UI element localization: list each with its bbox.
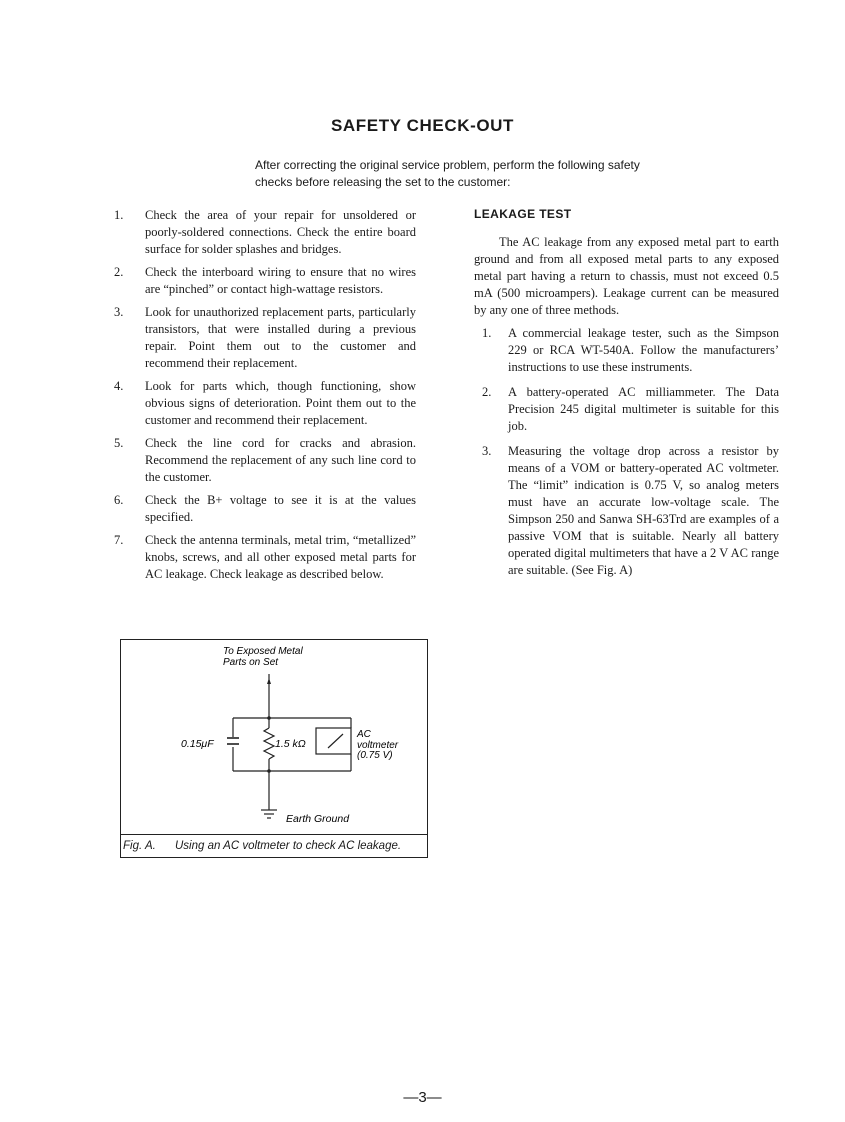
label-parts-on-set: Parts on Set xyxy=(223,657,279,668)
leakage-method-list xyxy=(474,325,779,579)
label-exposed-metal: To Exposed Metal xyxy=(223,646,303,657)
earth-ground-label: Earth Ground xyxy=(286,813,350,825)
meter-label-voltmeter: voltmeter xyxy=(357,740,399,751)
figure-caption-label: Fig. A. xyxy=(123,840,156,852)
safety-check-item xyxy=(114,532,416,583)
item-number: 1. xyxy=(114,208,124,222)
item-text: A battery-operated AC milliammeter. The Data Precision 245 digital multimeter is suitable for this job. xyxy=(508,385,779,433)
leakage-test-column xyxy=(474,207,779,587)
meter-label-limit: (0.75 V) xyxy=(357,750,393,761)
leakage-test-paragraph: The AC leakage from any exposed metal part to earth ground and from all exposed metal parts to any exposed metal part having a return to chassis, must not exceed 0.5 mA (500 microampers). Leakage current can be measured by any one of three methods. xyxy=(474,235,779,317)
item-text: Check the antenna terminals, metal trim, “metallized” knobs, screws, and all other exposed metal parts for AC leakage. Check leakage as described below. xyxy=(145,533,416,581)
resistor-label: 1.5 kΩ xyxy=(275,738,306,750)
leakage-method-item xyxy=(474,325,779,376)
leakage-circuit-diagram xyxy=(121,640,427,834)
figure-caption xyxy=(121,834,427,857)
item-text: Measuring the voltage drop across a resistor by means of a VOM or battery-operated AC voltmeter. The “limit” indication is 0.75 V, so analog meters must have an accurate low-voltage scale. The Simpson 250 and Sanwa SH-63Trd are examples of a passive VOM that is suitable. Nearly all battery operated digital multimeters that have a 2 V AC range are suitable. (See Fig. A) xyxy=(508,444,779,577)
safety-check-item xyxy=(114,378,416,429)
leakage-test-heading: LEAKAGE TEST xyxy=(474,207,572,221)
item-number: 3. xyxy=(114,305,124,319)
item-number: 7. xyxy=(114,533,124,547)
leakage-method-item xyxy=(474,443,779,579)
page-number: —3— xyxy=(403,1089,442,1106)
item-text: Look for parts which, though functioning, show obvious signs of deterioration. Point them out to the customer and recommend their replacement. xyxy=(145,379,416,427)
safety-check-list xyxy=(114,207,416,583)
item-number: 1. xyxy=(482,326,492,340)
safety-check-item xyxy=(114,207,416,258)
capacitor-label: 0.15μF xyxy=(181,738,214,750)
item-number: 3. xyxy=(482,444,492,458)
item-text: Check the line cord for cracks and abrasion. Recommend the replacement of any such line cord to the customer. xyxy=(145,436,416,484)
item-text: Check the area of your repair for unsoldered or poorly-soldered connections. Check the entire board surface for solder splashes and bridges. xyxy=(145,208,416,256)
safety-check-item xyxy=(114,492,416,526)
item-number: 5. xyxy=(114,436,124,450)
safety-check-item xyxy=(114,264,416,298)
safety-check-item xyxy=(114,304,416,372)
page-title: SAFETY CHECK-OUT xyxy=(330,116,515,135)
item-number: 2. xyxy=(482,385,492,399)
item-text: Check the interboard wiring to ensure that no wires are “pinched” or contact high-wattage resistors. xyxy=(145,265,416,296)
item-text: Check the B+ voltage to see it is at the values specified. xyxy=(145,493,416,524)
safety-checks-column xyxy=(114,207,416,589)
safety-check-item xyxy=(114,435,416,486)
meter-label-ac: AC xyxy=(357,729,371,740)
item-number: 6. xyxy=(114,493,124,507)
intro-text: After correcting the original service problem, perform the following safety checks before releasing the set to the customer: xyxy=(255,158,640,189)
item-number: 4. xyxy=(114,379,124,393)
figure-caption-text: Using an AC voltmeter to check AC leakage. xyxy=(175,840,402,852)
leakage-method-item xyxy=(474,384,779,435)
item-text: Look for unauthorized replacement parts, particularly transistors, that were installed during a previous repair. Point them out to the customer and recommend their replacement. xyxy=(145,305,416,370)
item-number: 2. xyxy=(114,265,124,279)
figure-a-box xyxy=(120,639,428,858)
item-text: A commercial leakage tester, such as the Simpson 229 or RCA WT-540A. Follow the manufacturers’ instructions to use these instruments. xyxy=(508,326,779,374)
